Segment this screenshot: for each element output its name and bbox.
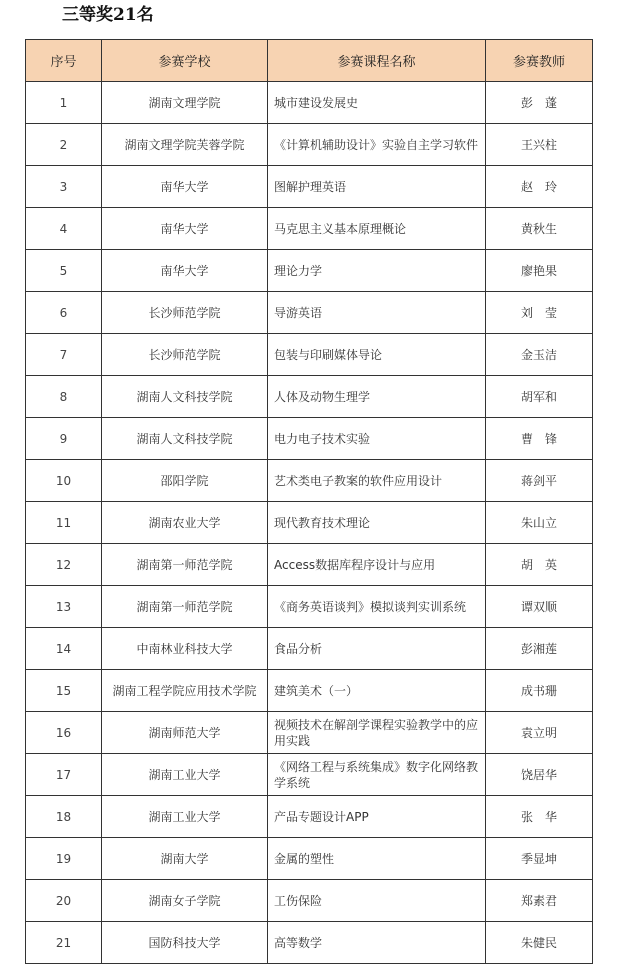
cell-course: 马克思主义基本原理概论 bbox=[268, 208, 486, 250]
cell-teacher: 郑素君 bbox=[486, 880, 593, 922]
table-row bbox=[26, 334, 593, 376]
table-row bbox=[26, 292, 593, 334]
cell-course: 视频技术在解剖学课程实验教学中的应用实践 bbox=[268, 712, 486, 754]
header-course: 参赛课程名称 bbox=[268, 40, 486, 82]
cell-no: 1 bbox=[26, 82, 102, 124]
cell-course: 产品专题设计APP bbox=[268, 796, 486, 838]
cell-course: 图解护理英语 bbox=[268, 166, 486, 208]
cell-no: 15 bbox=[26, 670, 102, 712]
cell-teacher: 胡军和 bbox=[486, 376, 593, 418]
table-row bbox=[26, 166, 593, 208]
table-row bbox=[26, 250, 593, 292]
cell-teacher: 张 华 bbox=[486, 796, 593, 838]
cell-school: 南华大学 bbox=[102, 166, 268, 208]
cell-teacher: 谭双顺 bbox=[486, 586, 593, 628]
cell-course: 金属的塑性 bbox=[268, 838, 486, 880]
header-school: 参赛学校 bbox=[102, 40, 268, 82]
table-row bbox=[26, 838, 593, 880]
table-row bbox=[26, 670, 593, 712]
cell-teacher: 彭湘莲 bbox=[486, 628, 593, 670]
cell-no: 11 bbox=[26, 502, 102, 544]
cell-course: 食品分析 bbox=[268, 628, 486, 670]
table-row bbox=[26, 922, 593, 964]
cell-school: 湖南工业大学 bbox=[102, 754, 268, 796]
cell-no: 5 bbox=[26, 250, 102, 292]
cell-teacher: 成书珊 bbox=[486, 670, 593, 712]
cell-teacher: 胡 英 bbox=[486, 544, 593, 586]
cell-school: 湖南女子学院 bbox=[102, 880, 268, 922]
cell-teacher: 金玉洁 bbox=[486, 334, 593, 376]
cell-no: 21 bbox=[26, 922, 102, 964]
cell-school: 中南林业科技大学 bbox=[102, 628, 268, 670]
cell-teacher: 曹 锋 bbox=[486, 418, 593, 460]
table-row bbox=[26, 880, 593, 922]
cell-school: 湖南第一师范学院 bbox=[102, 586, 268, 628]
cell-course: 建筑美术（一） bbox=[268, 670, 486, 712]
cell-no: 10 bbox=[26, 460, 102, 502]
cell-school: 湖南文理学院芙蓉学院 bbox=[102, 124, 268, 166]
cell-teacher: 朱山立 bbox=[486, 502, 593, 544]
cell-teacher: 赵 玲 bbox=[486, 166, 593, 208]
cell-school: 湖南农业大学 bbox=[102, 502, 268, 544]
cell-school: 湖南大学 bbox=[102, 838, 268, 880]
cell-school: 长沙师范学院 bbox=[102, 334, 268, 376]
cell-teacher: 袁立明 bbox=[486, 712, 593, 754]
cell-no: 13 bbox=[26, 586, 102, 628]
table-row bbox=[26, 754, 593, 796]
cell-course: 艺术类电子教案的软件应用设计 bbox=[268, 460, 486, 502]
cell-no: 2 bbox=[26, 124, 102, 166]
cell-no: 6 bbox=[26, 292, 102, 334]
page-title: 三等奖21名 bbox=[62, 5, 154, 25]
table-row bbox=[26, 796, 593, 838]
cell-no: 16 bbox=[26, 712, 102, 754]
header-no: 序号 bbox=[26, 40, 102, 82]
cell-teacher: 廖艳果 bbox=[486, 250, 593, 292]
table-row bbox=[26, 712, 593, 754]
cell-course: 理论力学 bbox=[268, 250, 486, 292]
table-row bbox=[26, 208, 593, 250]
table-row bbox=[26, 586, 593, 628]
cell-school: 湖南人文科技学院 bbox=[102, 418, 268, 460]
cell-no: 18 bbox=[26, 796, 102, 838]
cell-teacher: 蒋剑平 bbox=[486, 460, 593, 502]
cell-no: 7 bbox=[26, 334, 102, 376]
cell-no: 4 bbox=[26, 208, 102, 250]
cell-course: 《计算机辅助设计》实验自主学习软件 bbox=[268, 124, 486, 166]
cell-school: 湖南人文科技学院 bbox=[102, 376, 268, 418]
table-header-row bbox=[26, 40, 593, 82]
cell-no: 14 bbox=[26, 628, 102, 670]
table-row bbox=[26, 460, 593, 502]
cell-school: 湖南第一师范学院 bbox=[102, 544, 268, 586]
cell-no: 9 bbox=[26, 418, 102, 460]
cell-course: 现代教育技术理论 bbox=[268, 502, 486, 544]
cell-teacher: 季显坤 bbox=[486, 838, 593, 880]
cell-no: 8 bbox=[26, 376, 102, 418]
cell-course: 高等数学 bbox=[268, 922, 486, 964]
table-row bbox=[26, 544, 593, 586]
table-row bbox=[26, 418, 593, 460]
cell-school: 湖南工程学院应用技术学院 bbox=[102, 670, 268, 712]
cell-school: 邵阳学院 bbox=[102, 460, 268, 502]
cell-school: 国防科技大学 bbox=[102, 922, 268, 964]
cell-no: 3 bbox=[26, 166, 102, 208]
cell-course: 人体及动物生理学 bbox=[268, 376, 486, 418]
cell-teacher: 彭 蓬 bbox=[486, 82, 593, 124]
cell-course: 包装与印刷媒体导论 bbox=[268, 334, 486, 376]
cell-teacher: 饶居华 bbox=[486, 754, 593, 796]
cell-school: 南华大学 bbox=[102, 250, 268, 292]
cell-course: 《网络工程与系统集成》数字化网络教学系统 bbox=[268, 754, 486, 796]
table-row bbox=[26, 124, 593, 166]
cell-teacher: 朱健民 bbox=[486, 922, 593, 964]
cell-course: 城市建设发展史 bbox=[268, 82, 486, 124]
table-row bbox=[26, 628, 593, 670]
cell-school: 湖南文理学院 bbox=[102, 82, 268, 124]
table-row bbox=[26, 82, 593, 124]
cell-teacher: 王兴柱 bbox=[486, 124, 593, 166]
cell-course: 工伤保险 bbox=[268, 880, 486, 922]
cell-teacher: 刘 莹 bbox=[486, 292, 593, 334]
cell-no: 19 bbox=[26, 838, 102, 880]
table-body bbox=[26, 82, 593, 964]
cell-course: Access数据库程序设计与应用 bbox=[268, 544, 486, 586]
header-teacher: 参赛教师 bbox=[486, 40, 593, 82]
awards-table bbox=[25, 39, 593, 964]
table-row bbox=[26, 376, 593, 418]
cell-no: 17 bbox=[26, 754, 102, 796]
cell-course: 电力电子技术实验 bbox=[268, 418, 486, 460]
table-row bbox=[26, 502, 593, 544]
cell-course: 导游英语 bbox=[268, 292, 486, 334]
cell-no: 12 bbox=[26, 544, 102, 586]
cell-course: 《商务英语谈判》模拟谈判实训系统 bbox=[268, 586, 486, 628]
cell-school: 长沙师范学院 bbox=[102, 292, 268, 334]
cell-school: 湖南师范大学 bbox=[102, 712, 268, 754]
cell-no: 20 bbox=[26, 880, 102, 922]
cell-teacher: 黄秋生 bbox=[486, 208, 593, 250]
cell-school: 南华大学 bbox=[102, 208, 268, 250]
cell-school: 湖南工业大学 bbox=[102, 796, 268, 838]
